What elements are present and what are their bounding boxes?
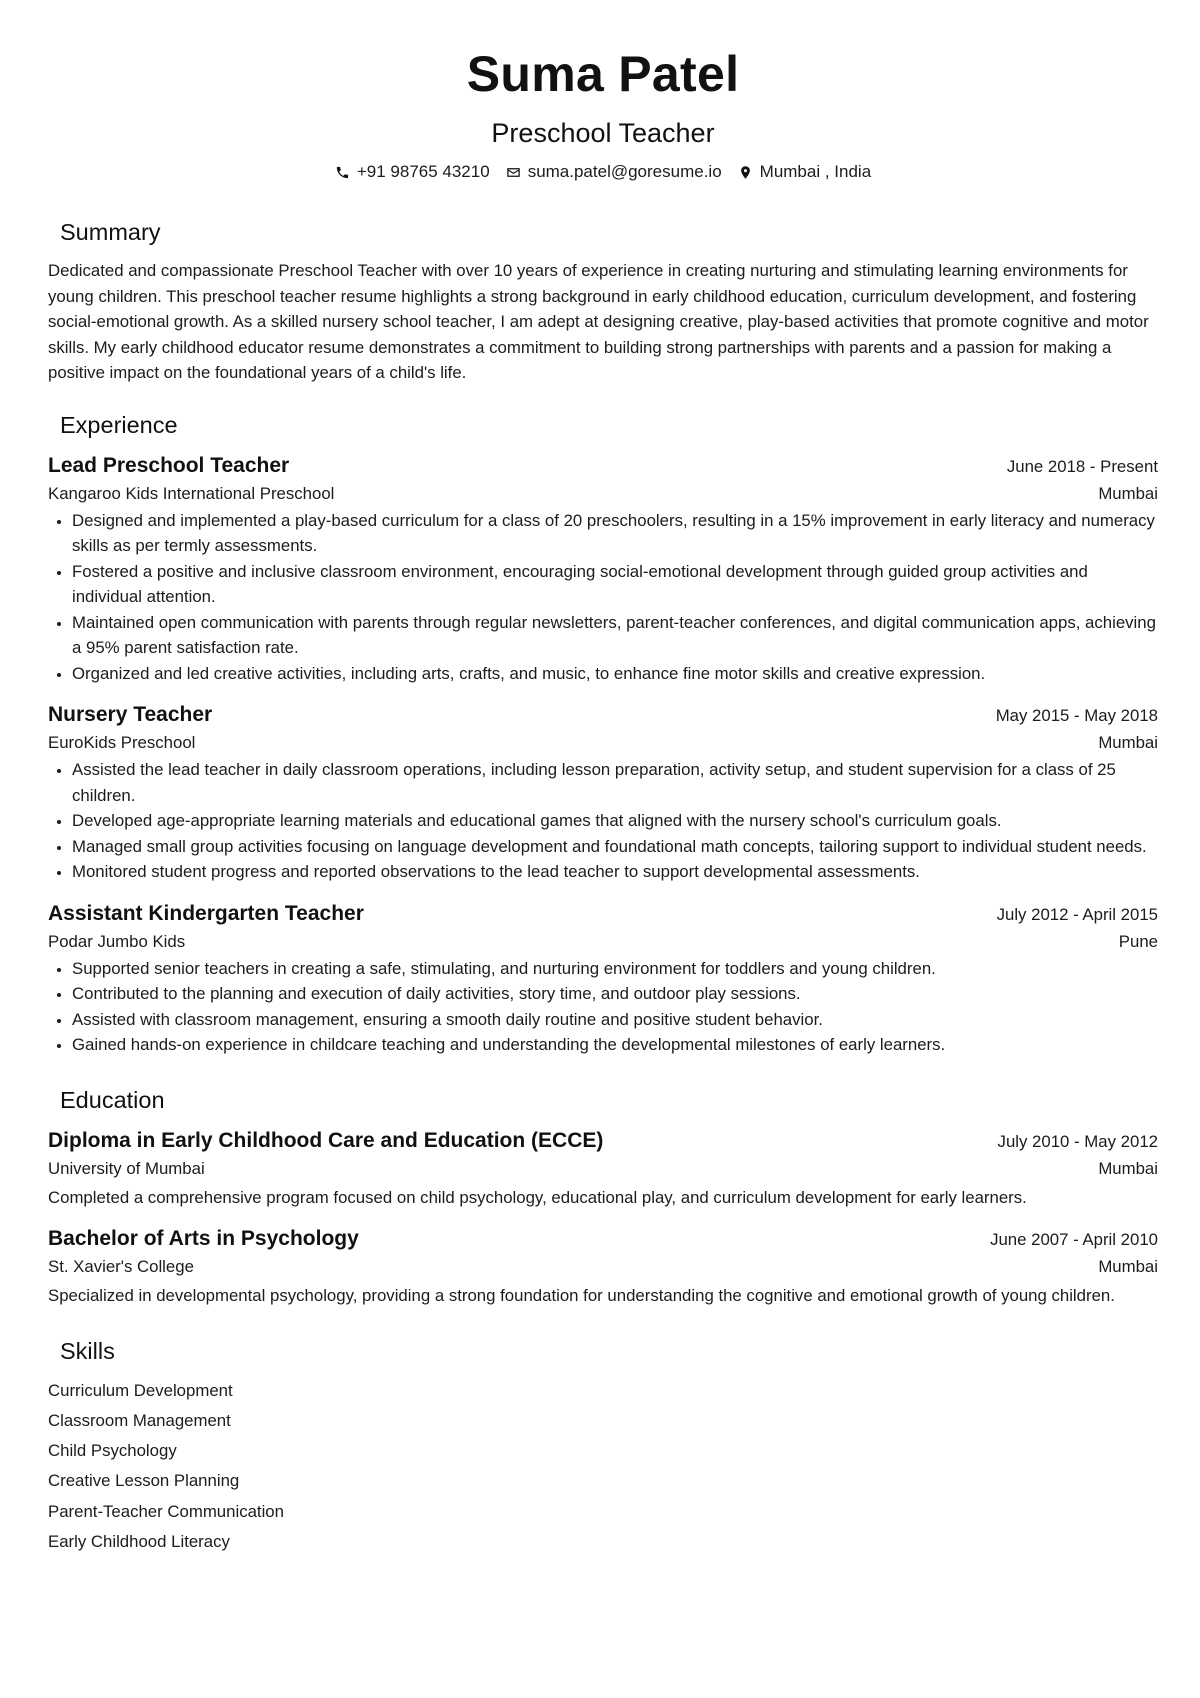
position-title: Assistant Kindergarten Teacher: [48, 901, 364, 925]
responsibility-item: • Gained hands-on experience in childcare teaching and understanding the developmental milestones of early learners.: [72, 1032, 1158, 1058]
contact-location: [738, 160, 872, 184]
skill-item: Curriculum Development: [48, 1380, 233, 1400]
responsibility-list: [48, 956, 1158, 1058]
contact-phone: [335, 160, 490, 184]
education-entry: [48, 1225, 1158, 1309]
experience-heading: Experience: [60, 411, 178, 438]
location-text: Mumbai , India: [759, 162, 872, 181]
company-name: Podar Jumbo Kids: [48, 931, 186, 951]
responsibility-list: [48, 757, 1158, 885]
experience-entry: [48, 701, 1158, 885]
responsibility-item: • Developed age-appropriate learning materials and educational games that aligned with the nursery school's curriculum goals.: [72, 808, 1158, 834]
responsibility-item: • Organized and led creative activities, including arts, crafts, and music, to enhance fine motor skills and creative expression.: [72, 661, 1158, 687]
company-name: EuroKids Preschool: [48, 733, 196, 752]
skills-list: [48, 1376, 1158, 1558]
degree-title: Bachelor of Arts in Psychology: [48, 1227, 359, 1250]
position-title: Lead Preschool Teacher: [48, 453, 290, 477]
responsibility-list: [48, 508, 1158, 687]
employment-dates: July 2012 - April 2015: [996, 904, 1158, 924]
responsibility-item: • Contributed to the planning and execution of daily activities, story time, and outdoor play sessions.: [72, 981, 1158, 1007]
education-description: Specialized in developmental psychology, providing a strong foundation for understanding the cognitive and emotional growth of young children.: [48, 1286, 1115, 1305]
job-location: Mumbai: [1098, 733, 1158, 752]
skill-item: Early Childhood Literacy: [48, 1531, 230, 1551]
summary-section: [48, 217, 1158, 386]
resume-header: [48, 0, 1158, 184]
skill-item: Classroom Management: [48, 1410, 231, 1430]
responsibility-item: • Supported senior teachers in creating a safe, stimulating, and nurturing environment for toddlers and young children.: [72, 956, 1158, 982]
education-heading: Education: [60, 1086, 165, 1113]
skill-item: Child Psychology: [48, 1441, 177, 1461]
responsibility-item: • Managed small group activities focusing on language development and foundational math concepts, tailoring support to individual student needs.: [72, 834, 1158, 860]
responsibility-item: • Fostered a positive and inclusive classroom environment, encouraging social-emotional development through guided group activities and individual attention.: [72, 559, 1158, 610]
school-name: University of Mumbai: [48, 1158, 205, 1178]
email-address: suma.patel@goresume.io: [527, 162, 722, 181]
skill-item: Parent-Teacher Communication: [48, 1501, 284, 1521]
phone-icon: [335, 165, 350, 180]
skill-item: Creative Lesson Planning: [48, 1471, 240, 1491]
responsibility-item: • Assisted with classroom management, ensuring a smooth daily routine and positive student behavior.: [72, 1007, 1158, 1033]
experience-entry: [48, 452, 1158, 687]
experience-section: [48, 410, 1158, 1058]
responsibility-item: • Assisted the lead teacher in daily classroom operations, including lesson preparation, activity setup, and student supervision for a class of 25 children.: [72, 757, 1158, 808]
summary-text: Dedicated and compassionate Preschool Teacher with over 10 years of experience in creating nurturing and stimulating learning environments for young children. This preschool teacher resume highlights a strong background in early childhood education, curriculum development, and fostering social-emotional growth. As a skilled nursery school teacher, I am adept at designing creative, play-based activities that promote cognitive and motor skills. My early childhood educator resume demonstrates a commitment to building strong partnerships with parents and a passion for making a positive impact on the foundational years of a child's life.: [48, 261, 1149, 382]
job-title: Preschool Teacher: [491, 118, 715, 148]
study-dates: June 2007 - April 2010: [990, 1230, 1158, 1249]
job-location: Pune: [1118, 931, 1158, 951]
map-pin-icon: [738, 165, 753, 180]
company-name: Kangaroo Kids International Preschool: [48, 483, 335, 503]
job-location: Mumbai: [1098, 483, 1158, 503]
phone-number: +91 98765 43210: [356, 162, 490, 181]
skills-section: [48, 1336, 1158, 1558]
candidate-name: Suma Patel: [466, 46, 740, 102]
responsibility-item: • Designed and implemented a play-based curriculum for a class of 20 preschoolers, resulting in a 15% improvement in early literacy and numeracy skills as per termly assessments.: [72, 508, 1158, 559]
responsibility-item: • Monitored student progress and reported observations to the lead teacher to support developmental assessments.: [72, 859, 1158, 885]
degree-title: Diploma in Early Childhood Care and Education (ECCE): [48, 1128, 604, 1152]
education-description: Completed a comprehensive program focused on child psychology, educational play, and curriculum development for early learners.: [48, 1187, 1027, 1207]
skills-heading: Skills: [60, 1337, 115, 1364]
employment-dates: May 2015 - May 2018: [995, 706, 1158, 725]
education-entry: [48, 1127, 1158, 1211]
contact-bar: [48, 160, 1158, 184]
contact-email: [506, 160, 722, 184]
school-location: Mumbai: [1098, 1257, 1158, 1276]
position-title: Nursery Teacher: [48, 703, 213, 726]
summary-heading: Summary: [60, 219, 161, 245]
school-location: Mumbai: [1098, 1158, 1158, 1178]
experience-entry: [48, 900, 1158, 1058]
responsibility-item: • Maintained open communication with parents through regular newsletters, parent-teacher conferences, and digital communication apps, achieving a 95% parent satisfaction rate.: [72, 610, 1158, 661]
education-section: [48, 1085, 1158, 1309]
study-dates: July 2010 - May 2012: [997, 1131, 1158, 1151]
school-name: St. Xavier's College: [48, 1257, 194, 1276]
resume-page: [48, 0, 1158, 1557]
employment-dates: June 2018 - Present: [1006, 456, 1158, 476]
envelope-icon: [506, 165, 521, 180]
